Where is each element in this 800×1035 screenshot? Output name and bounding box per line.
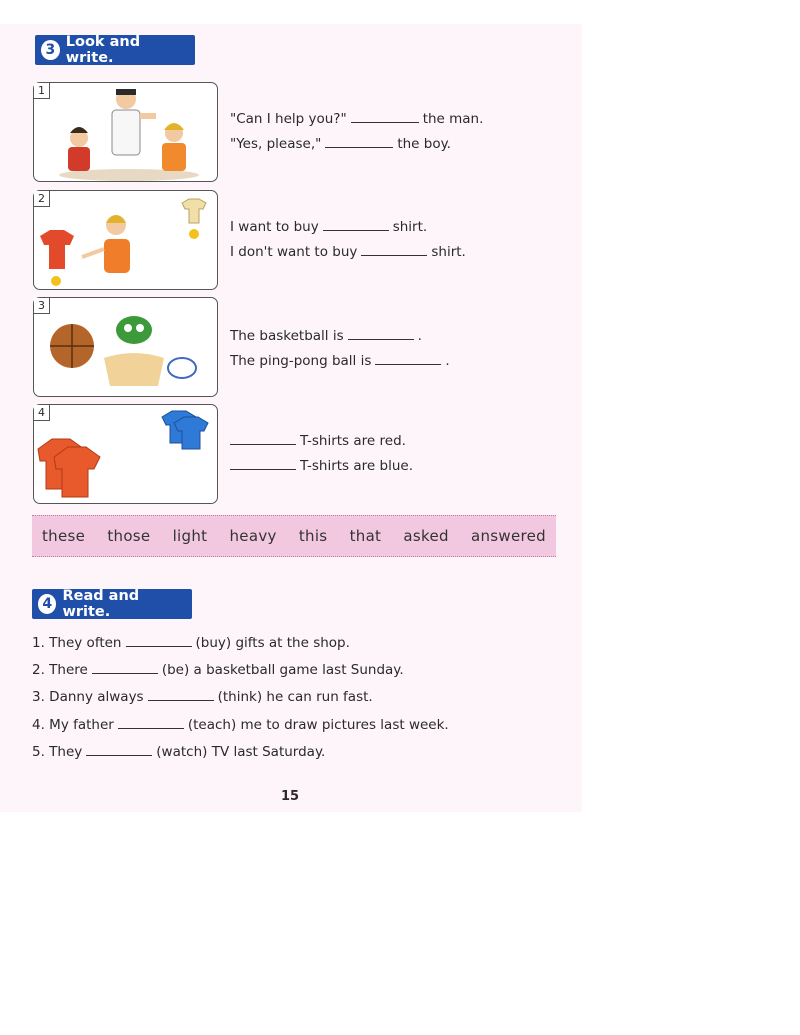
item-4-line-1: T-shirts are red. bbox=[230, 433, 406, 449]
picture-box-2 bbox=[33, 190, 218, 290]
exercise-2: 2. There (be) a basketball game last Sunday. bbox=[32, 662, 404, 678]
exercise-5: 5. They (watch) TV last Saturday. bbox=[32, 744, 326, 760]
word-bank-item: answered bbox=[470, 527, 546, 545]
picture-box-1 bbox=[33, 82, 218, 182]
box-number-3: 3 bbox=[34, 298, 50, 314]
section-4-number: 4 bbox=[38, 594, 56, 614]
blank[interactable] bbox=[126, 646, 192, 647]
item-2-line-2: I don't want to buy shirt. bbox=[230, 244, 466, 260]
word-bank-item: those bbox=[107, 527, 151, 545]
waiter-scene-illustration bbox=[34, 83, 219, 183]
balls-scene-illustration bbox=[34, 298, 219, 398]
item-3-line-1: The basketball is . bbox=[230, 328, 422, 344]
exercise-1: 1. They often (buy) gifts at the shop. bbox=[32, 635, 350, 651]
blank[interactable] bbox=[148, 700, 214, 701]
item-1-line-2: "Yes, please," the boy. bbox=[230, 136, 451, 152]
section-3-title: Look and write. bbox=[65, 34, 141, 66]
word-bank-item: light bbox=[172, 527, 208, 545]
word-bank-item: heavy bbox=[229, 527, 277, 545]
page-number: 15 bbox=[280, 789, 300, 804]
item-1-line-1: "Can I help you?" the man. bbox=[230, 111, 484, 127]
blank[interactable] bbox=[375, 364, 441, 365]
word-bank-item: these bbox=[42, 527, 86, 545]
box-number-4: 4 bbox=[34, 405, 50, 421]
blank[interactable] bbox=[351, 122, 419, 123]
section-4-header bbox=[32, 589, 192, 619]
word-bank bbox=[32, 515, 556, 557]
word-bank-item: this bbox=[298, 527, 328, 545]
blank[interactable] bbox=[230, 469, 296, 470]
blank[interactable] bbox=[92, 673, 158, 674]
blank[interactable] bbox=[230, 444, 296, 445]
box-number-2: 2 bbox=[34, 191, 50, 207]
blank[interactable] bbox=[361, 255, 427, 256]
shirts-scene-illustration bbox=[34, 191, 219, 291]
picture-box-4 bbox=[33, 404, 218, 504]
exercise-4: 4. My father (teach) me to draw pictures last week. bbox=[32, 717, 449, 733]
word-bank-item: that bbox=[349, 527, 382, 545]
section-3-header bbox=[35, 35, 195, 65]
item-4-line-2: T-shirts are blue. bbox=[230, 458, 413, 474]
blank[interactable] bbox=[86, 755, 152, 756]
item-2-line-1: I want to buy shirt. bbox=[230, 219, 428, 235]
section-3-number: 3 bbox=[41, 40, 60, 60]
blank[interactable] bbox=[323, 230, 389, 231]
top-strip bbox=[0, 0, 582, 24]
blank[interactable] bbox=[325, 147, 393, 148]
box-number-1: 1 bbox=[34, 83, 50, 99]
picture-box-3 bbox=[33, 297, 218, 397]
item-3-line-2: The ping-pong ball is . bbox=[230, 353, 450, 369]
word-bank-item: asked bbox=[403, 527, 449, 545]
exercise-3: 3. Danny always (think) he can run fast. bbox=[32, 689, 373, 705]
blank[interactable] bbox=[348, 339, 414, 340]
t-shirts-illustration bbox=[34, 405, 219, 505]
blank[interactable] bbox=[118, 728, 184, 729]
section-4-title: Read and write. bbox=[62, 588, 140, 620]
